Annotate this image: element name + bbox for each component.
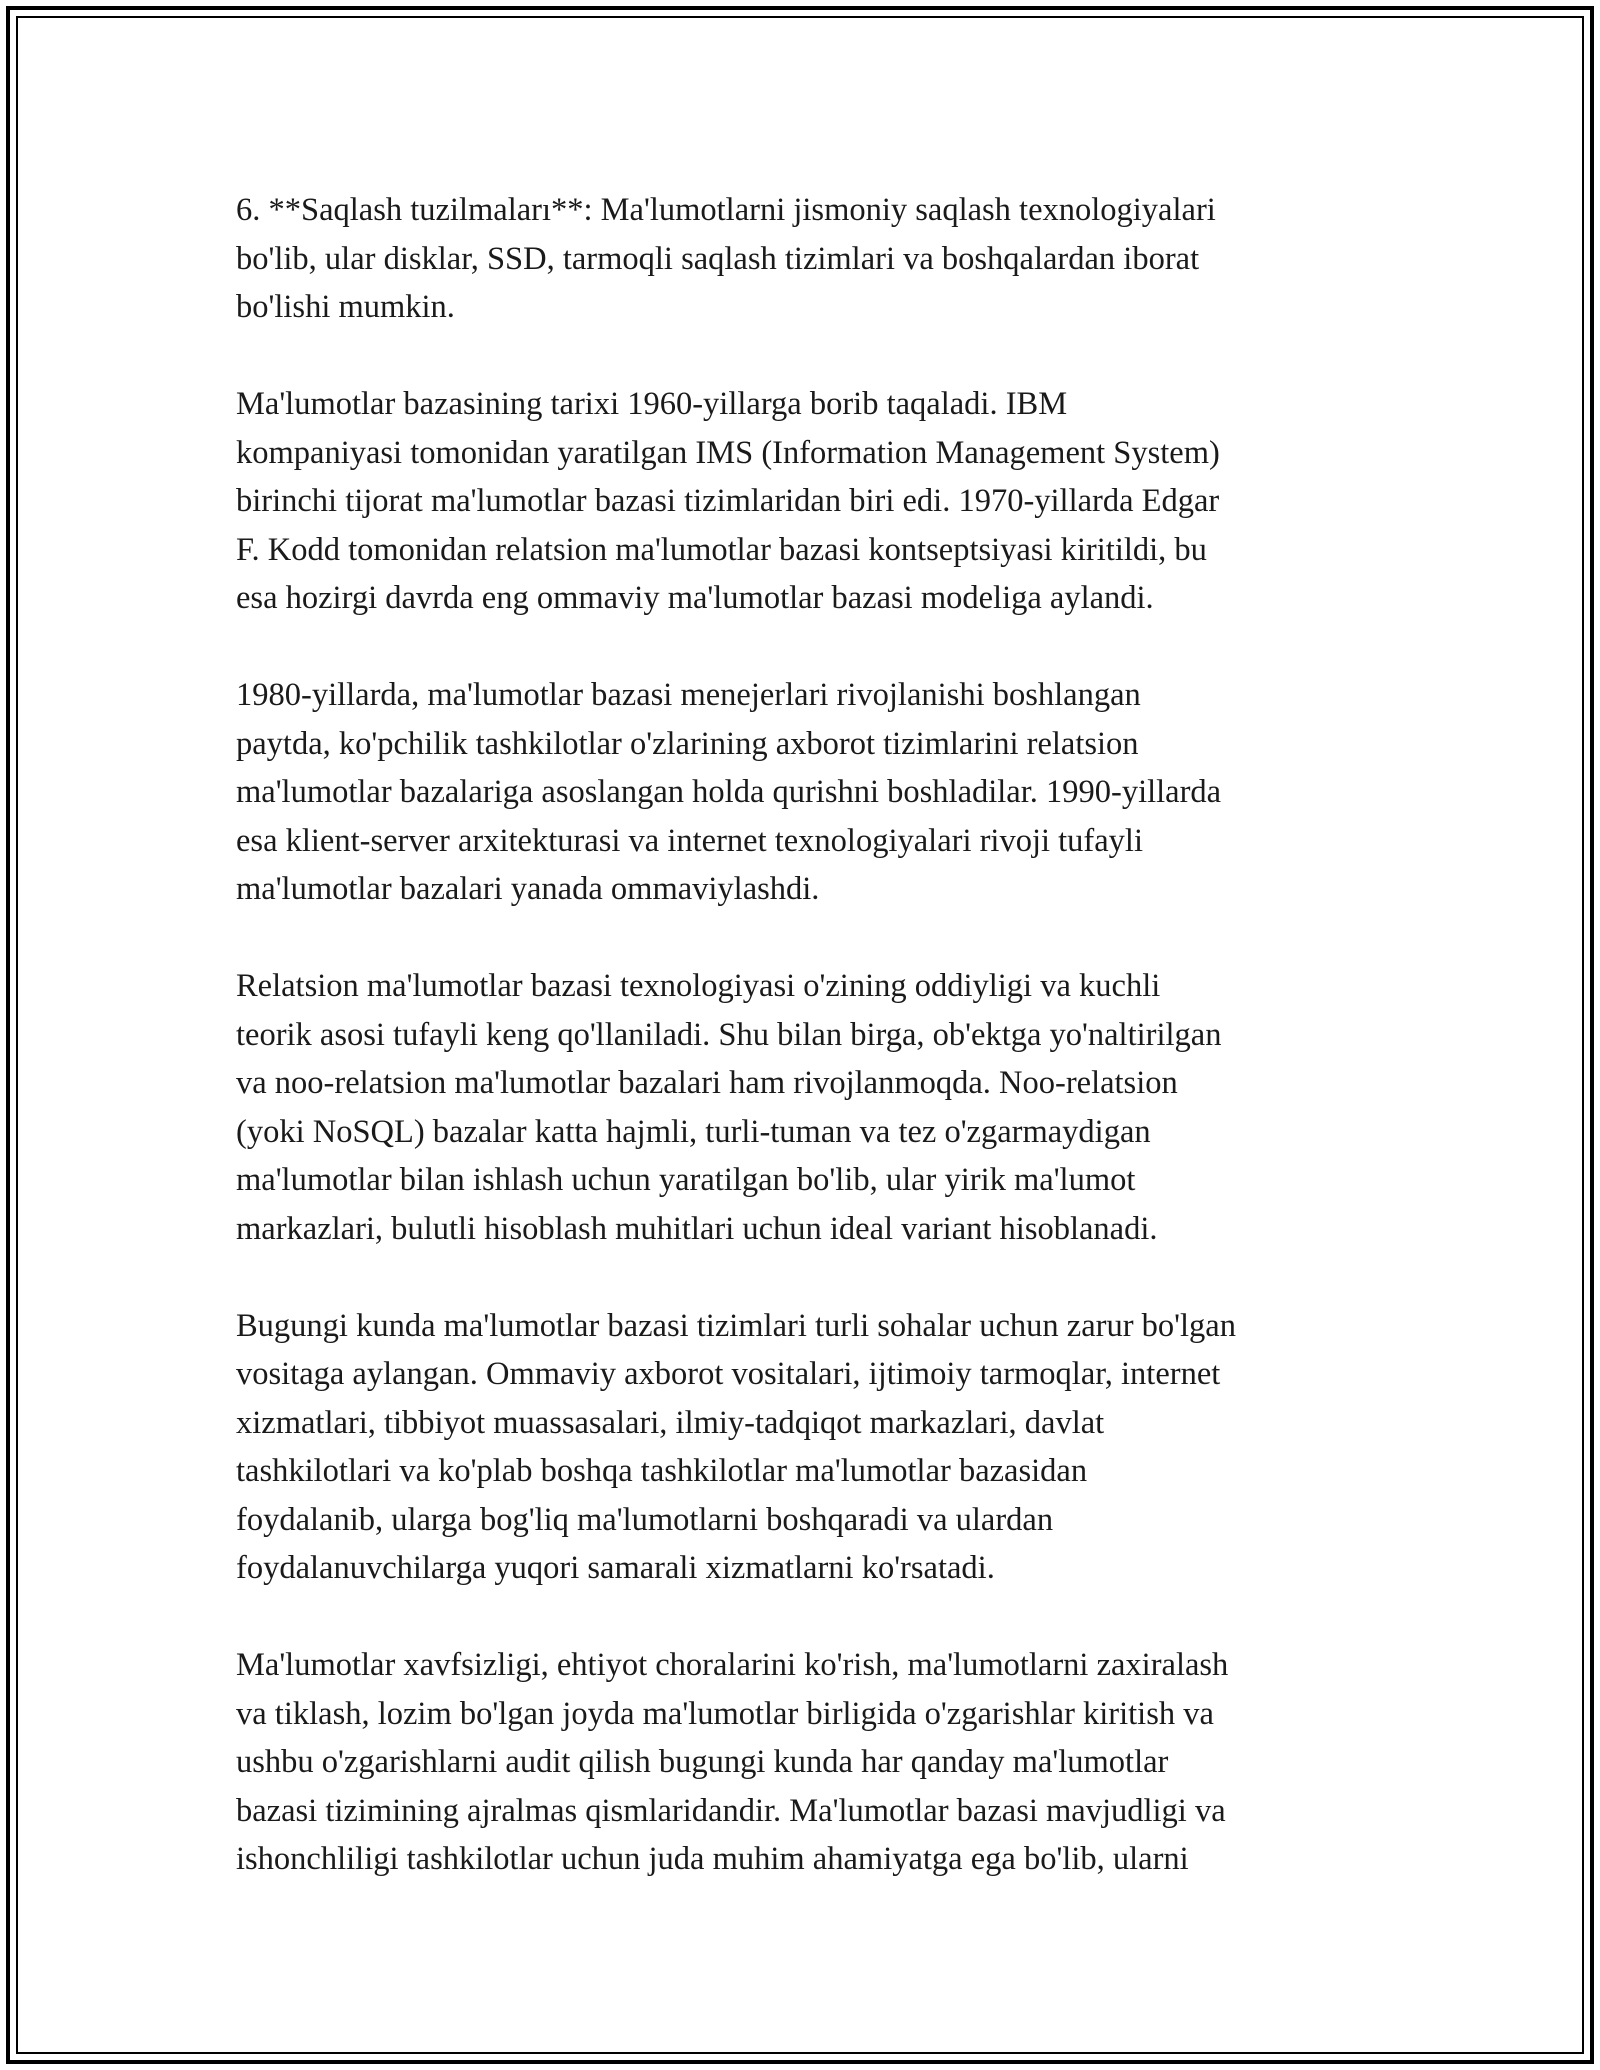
paragraph-1980s xyxy=(236,671,1396,914)
text-line: xizmatlari, tibbiyot muassasalari, ilmiy-tadqiqot markazlari, davlat xyxy=(236,1404,1105,1441)
text-line: bazasi tizimining ajralmas qismlaridandir. Ma'lumotlar bazasi mavjudligi va xyxy=(236,1792,1226,1829)
text-line: ma'lumotlar bazalariga asoslangan holda qurishni boshladilar. 1990-yillarda xyxy=(236,774,1222,810)
text-line: paytda, ko'pchilik tashkilotlar o'zlarining axborot tizimlarini relatsion xyxy=(236,725,1139,762)
text-line: esa hozirgi davrda eng ommaviy ma'lumotlar bazasi modeliga aylandi. xyxy=(236,580,1154,616)
text-line: foydalanib, ularga bog'liq ma'lumotlarni boshqaradi va ulardan xyxy=(236,1501,1054,1538)
text-line: ma'lumotlar bazalari yanada ommaviylashdi. xyxy=(236,871,820,907)
text-line: Ma'lumotlar bazasining tarixi 1960-yillarga borib taqaladi. IBM xyxy=(236,386,1068,422)
text-line: bo'lib, ular disklar, SSD, tarmoqli saqlash tizimlari va boshqalardan iborat xyxy=(236,240,1200,277)
text-line: teorik asosi tufayli keng qo'llaniladi. Shu bilan birga, ob'ektga yo'naltirilgan xyxy=(236,1016,1222,1053)
text-line: F. Kodd tomonidan relatsion ma'lumotlar bazasi kontseptsiyasi kiritildi, bu xyxy=(236,531,1207,568)
text-line: 1980-yillarda, ma'lumotlar bazasi menejerlari rivojlanishi boshlangan xyxy=(236,677,1141,713)
text-line: birinchi tijorat ma'lumotlar bazasi tizimlaridan biri edi. 1970-yillarda Edgar xyxy=(236,483,1220,519)
paragraph-security xyxy=(236,1641,1396,1884)
text-line: ishonchliligi tashkilotlar uchun juda muhim ahamiyatga ega bo'lib, ularni xyxy=(236,1841,1189,1877)
text-line: 6. **Saqlash tuzilmaları**: Ma'lumotlarni jismoniy saqlash texnologiyalari xyxy=(236,192,1216,228)
text-line: bo'lishi mumkin. xyxy=(236,289,455,325)
paragraph-today-usage xyxy=(236,1302,1396,1593)
paragraph-relational-nosql xyxy=(236,962,1396,1253)
text-line: kompaniyasi tomonidan yaratilgan IMS (Information Management System) xyxy=(236,434,1220,471)
paragraph-storage-structures xyxy=(236,186,1396,332)
text-line: esa klient-server arxitekturasi va internet texnologiyalari rivoji tufayli xyxy=(236,822,1143,859)
text-line: foydalanuvchilarga yuqori samarali xizmatlarni ko'rsatadi. xyxy=(236,1550,995,1586)
text-line: Ma'lumotlar xavfsizligi, ehtiyot choralarini ko'rish, ma'lumotlarni zaxiralash xyxy=(236,1647,1229,1683)
paragraph-database-history xyxy=(236,380,1396,623)
text-line: (yoki NoSQL) bazalar katta hajmli, turli-tuman va tez o'zgarmaydigan xyxy=(236,1113,1151,1150)
text-line: va tiklash, lozim bo'lgan joyda ma'lumotlar birligida o'zgarishlar kiritish va xyxy=(236,1695,1214,1732)
document-body xyxy=(236,186,1396,1932)
text-line: tashkilotlari va ko'plab boshqa tashkilotlar ma'lumotlar bazasidan xyxy=(236,1453,1088,1489)
text-line: va noo-relatsion ma'lumotlar bazalari ham rivojlanmoqda. Noo-relatsion xyxy=(236,1065,1178,1101)
text-line: markazlari, bulutli hisoblash muhitlari uchun ideal variant hisoblanadi. xyxy=(236,1210,1158,1247)
text-line: ushbu o'zgarishlarni audit qilish bugungi kunda har qanday ma'lumotlar xyxy=(236,1744,1169,1780)
text-line: Bugungi kunda ma'lumotlar bazasi tizimlari turli sohalar uchun zarur bo'lgan xyxy=(236,1307,1236,1344)
text-line: Relatsion ma'lumotlar bazasi texnologiyasi o'zining oddiyligi va kuchli xyxy=(236,968,1161,1004)
text-line: ma'lumotlar bilan ishlash uchun yaratilgan bo'lib, ular yirik ma'lumot xyxy=(236,1162,1136,1198)
text-line: vositaga aylangan. Ommaviy axborot vositalari, ijtimoiy tarmoqlar, internet xyxy=(236,1356,1221,1392)
